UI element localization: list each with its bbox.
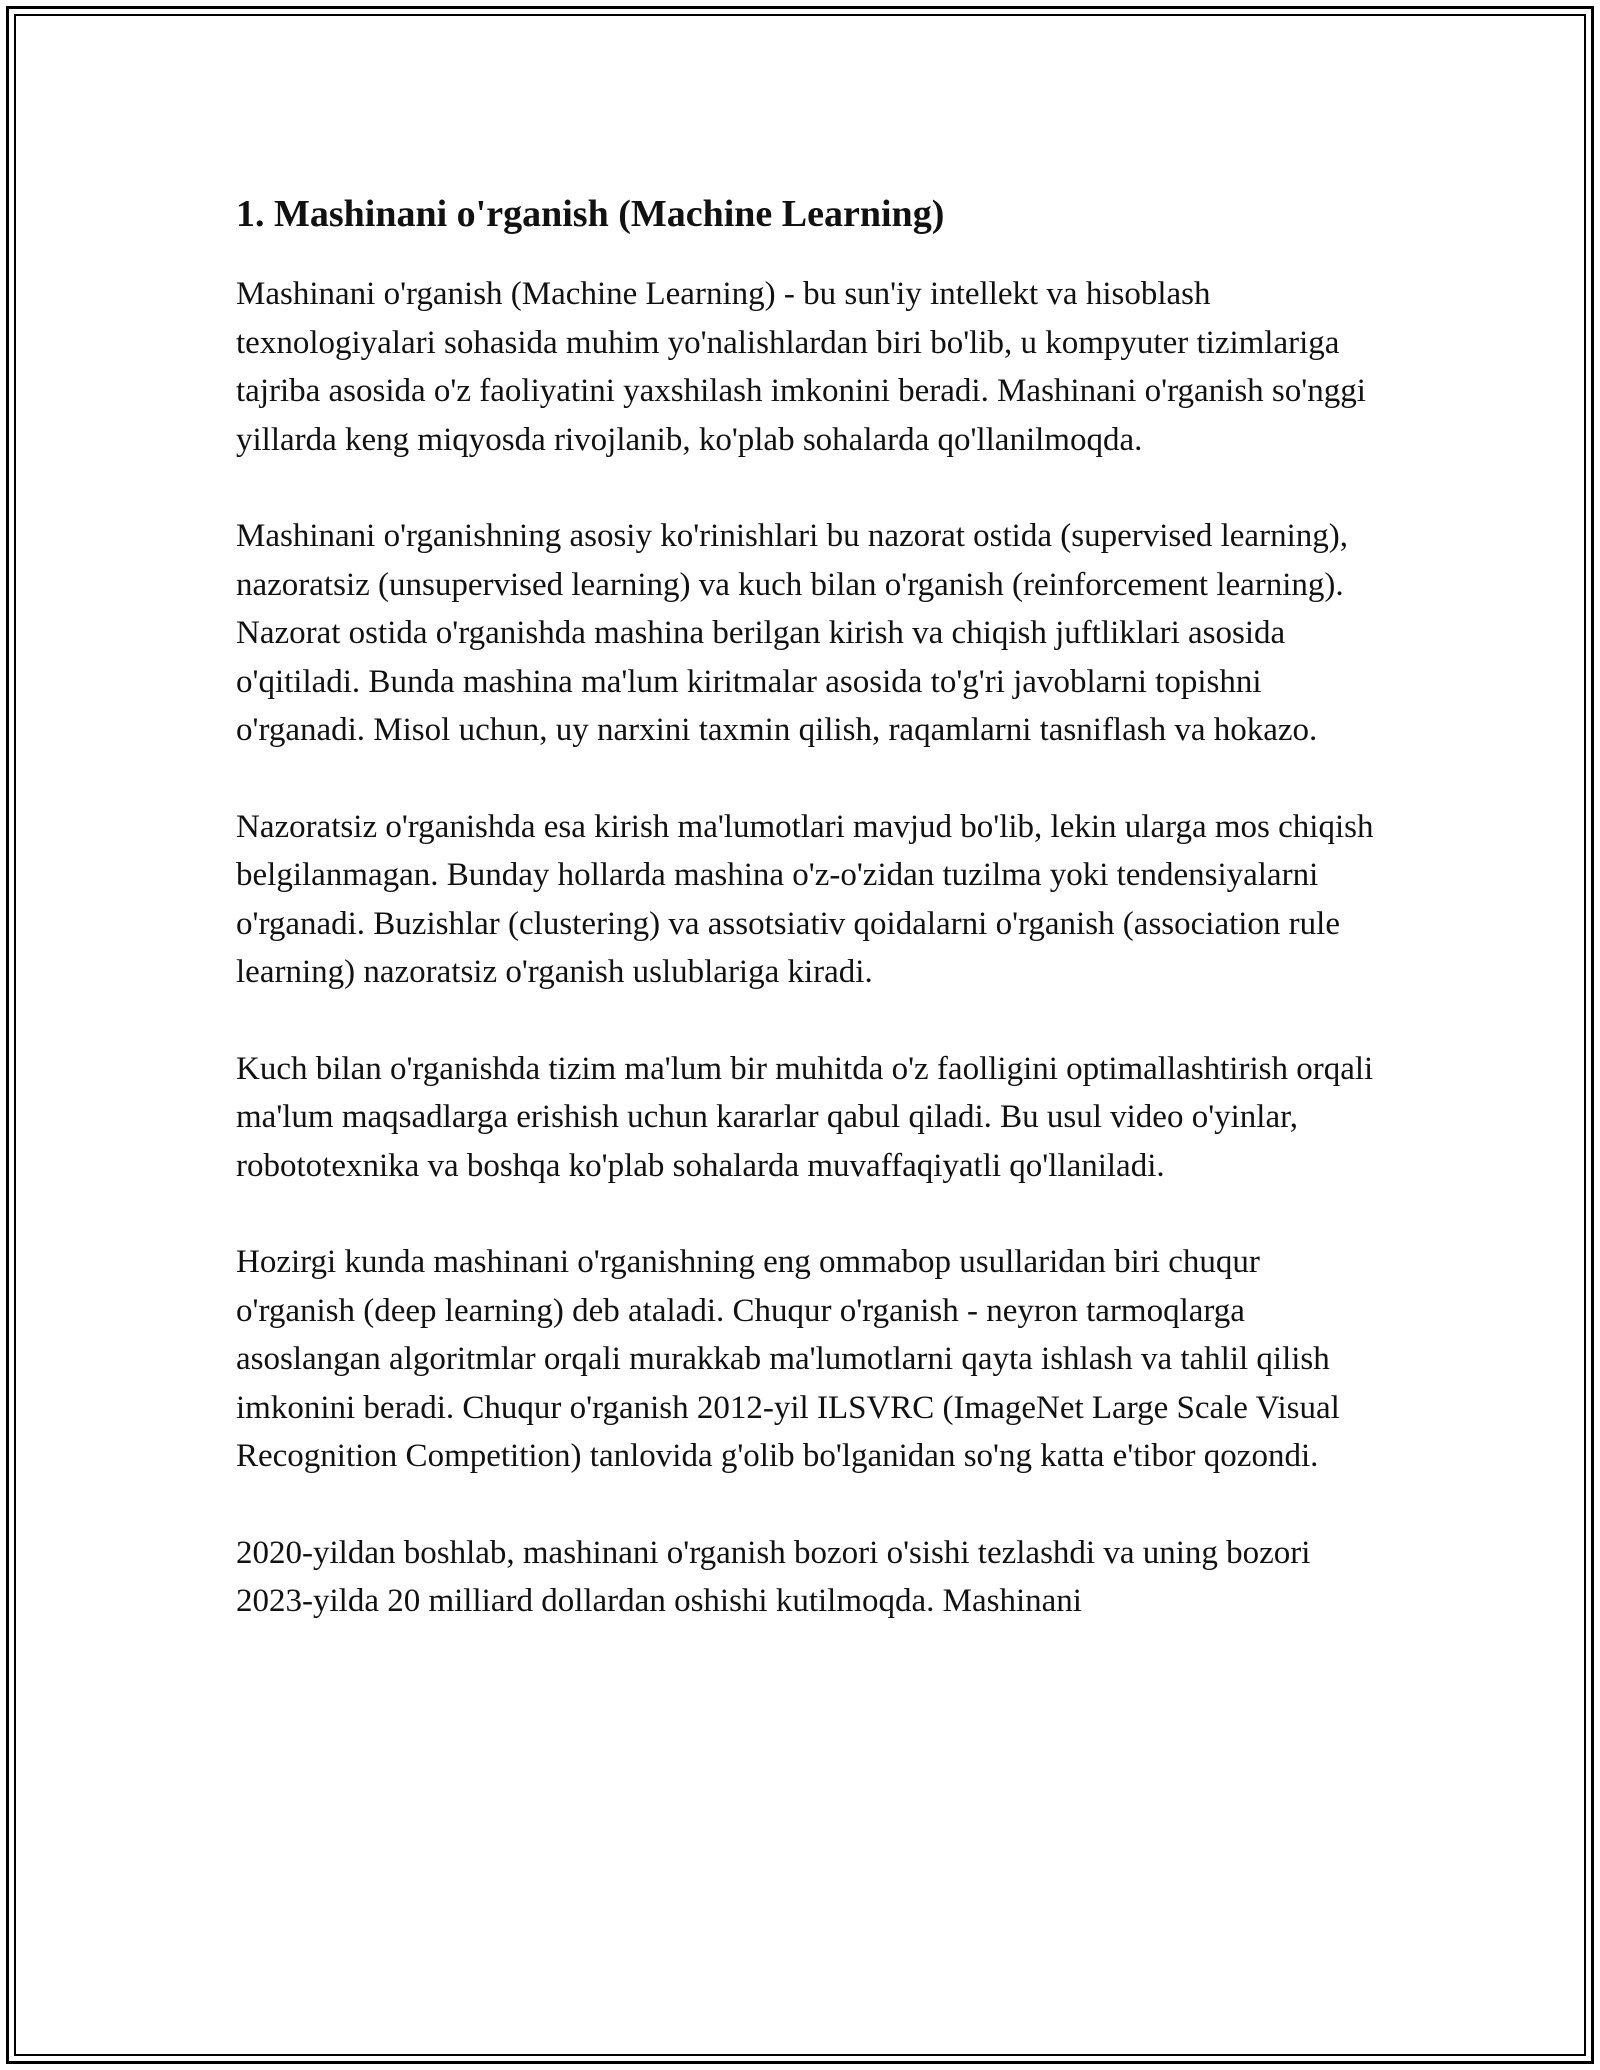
paragraph-learning-types: Mashinani o'rganishning asosiy ko'rinishlari bu nazorat ostida (supervised learning), nazoratsiz (unsupervised learning) va kuch bilan o'rganish (reinforcement learning). Nazorat ostida o'rganishda mashina berilgan kirish va chiqish juftliklari asosida o'qitiladi. Bunda mashina ma'lum kiritmalar asosida to'g'ri javoblarni topishni o'rganadi. Misol uchun, uy narxini taxmin qilish, raqamlarni tasniflash va hokazo. bbox=[236, 518, 1348, 748]
paragraph-unsupervised: Nazoratsiz o'rganishda esa kirish ma'lumotlari mavjud bo'lib, lekin ularga mos chiqish belgilanmagan. Bunday hollarda mashina o'z-o'zidan tuzilma yoki tendensiyalarni o'rganadi. Buzishlar (clustering) va assotsiativ qoidalarni o'rganish (association rule learning) nazoratsiz o'rganish uslublariga kiradi. bbox=[236, 808, 1374, 990]
paragraph-market: 2020-yildan boshlab, mashinani o'rganish bozori o'sishi tezlashdi va uning bozori 2023-yilda 20 milliard dollardan oshishi kutilmoqda. Mashinani bbox=[236, 1534, 1311, 1619]
section-heading: 1. Mashinani o'rganish (Machine Learning) bbox=[236, 193, 945, 235]
paragraph-intro: Mashinani o'rganish (Machine Learning) - bu sun'iy intellekt va hisoblash texnologiyalari sohasida muhim yo'nalishlardan biri bo'lib, u kompyuter tizimlariga tajriba asosida o'z faoliyatini yaxshilash imkonini beradi. Mashinani o'rganish so'nggi yillarda keng miqyosda rivojlanib, ko'plab sohalarda qo'llanilmoqda. bbox=[236, 276, 1366, 458]
document-body bbox=[236, 186, 1376, 1674]
paragraph-reinforcement: Kuch bilan o'rganishda tizim ma'lum bir muhitda o'z faolligini optimallashtirish orqali ma'lum maqsadlarga erishish uchun kararlar qabul qiladi. Bu usul video o'yinlar, robototexnika va boshqa ko'plab sohalarda muvaffaqiyatli qo'llaniladi. bbox=[236, 1050, 1374, 1184]
paragraph-deep-learning: Hozirgi kunda mashinani o'rganishning eng ommabop usullaridan biri chuqur o'rganish (deep learning) deb ataladi. Chuqur o'rganish - neyron tarmoqlarga asoslangan algoritmlar orqali murakkab ma'lumotlarni qayta ishlash va tahlil qilish imkonini beradi. Chuqur o'rganish 2012-yil ILSVRC (ImageNet Large Scale Visual Recognition Competition) tanlovida g'olib bo'lganidan so'ng katta e'tibor qozondi. bbox=[236, 1244, 1340, 1474]
